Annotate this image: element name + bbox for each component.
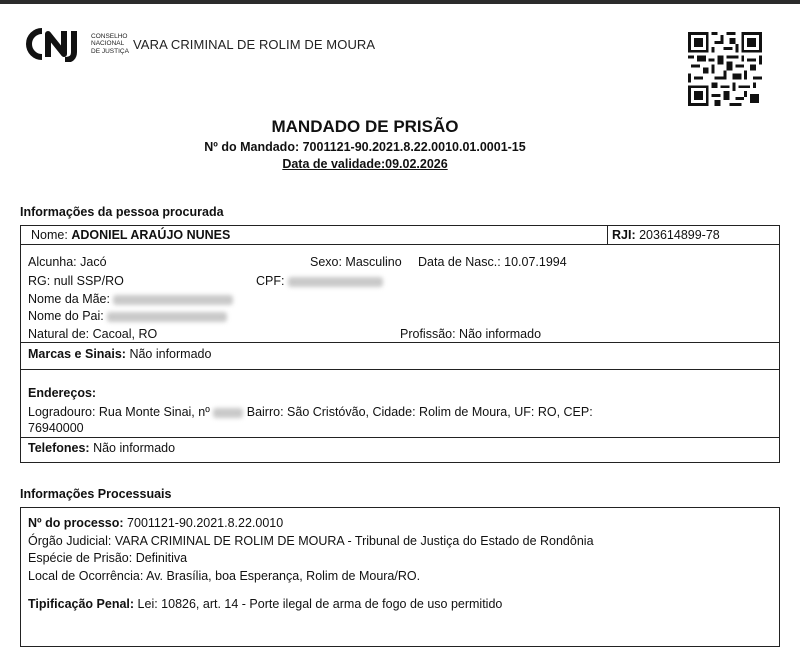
sex-field: Sexo: Masculino	[310, 255, 402, 269]
marks-field	[28, 347, 211, 361]
address-rest: Bairro: São Cristóvão, Cidade: Rolim de Moura, UF: RO, CEP:	[246, 405, 593, 419]
court-title: VARA CRIMINAL DE ROLIM DE MOURA	[133, 36, 376, 52]
addresses-label: Endereços:	[28, 386, 97, 400]
rji-field	[612, 228, 720, 242]
marks-value: Não informado	[129, 347, 212, 361]
cpf-redacted	[288, 277, 383, 287]
penal-classification-value: Lei: 10826, art. 14 - Porte ilegal de arma de fogo de uso permitido	[137, 597, 503, 611]
mother-name-label: Nome da Mãe:	[28, 292, 110, 306]
process-number-label: Nº do processo:	[28, 516, 124, 530]
mother-name-redacted	[113, 295, 233, 305]
phones-field	[28, 441, 175, 455]
details-divider	[20, 342, 780, 343]
logo-sub-line-2: NACIONAL	[91, 40, 125, 48]
birthplace-field: Natural de: Cacoal, RO	[28, 327, 158, 341]
process-number-field	[28, 516, 283, 530]
qr-code-icon	[688, 32, 762, 106]
document-title: MANDADO DE PRISÃO	[271, 117, 459, 136]
logo-subtitle	[91, 33, 131, 56]
marks-label: Marcas e Sinais:	[28, 347, 126, 361]
address-street: Logradouro: Rua Monte Sinai, nº	[28, 405, 210, 419]
rji-divider	[607, 225, 608, 245]
address-line	[28, 405, 593, 419]
address-divider	[20, 437, 780, 438]
cpf-label: CPF:	[256, 274, 285, 288]
name-field	[31, 228, 230, 242]
header	[24, 24, 375, 64]
birth-date-field: Data de Nasc.: 10.07.1994	[418, 255, 567, 269]
marks-divider	[20, 369, 780, 370]
phones-value: Não informado	[93, 441, 176, 455]
name-label: Nome:	[31, 228, 68, 242]
validity-date-text: Data de validade:09.02.2026	[282, 157, 448, 171]
logo-sub-line-1: CONSELHO	[91, 32, 128, 40]
father-name-label: Nome do Pai:	[28, 309, 104, 323]
rji-value: 203614899-78	[639, 228, 720, 242]
process-section-title: Informações Processuais	[20, 487, 172, 501]
rji-label: RJI:	[612, 228, 636, 242]
alias-field: Alcunha: Jacó	[28, 255, 107, 269]
penal-classification-label: Tipificação Penal:	[28, 597, 135, 611]
validity-date	[0, 157, 730, 171]
warrant-number: Nº do Mandado: 7001121-90.2021.8.22.0010.01.0001-15	[204, 140, 526, 154]
penal-classification-field	[28, 597, 502, 611]
arrest-type-field: Espécie de Prisão: Definitiva	[28, 551, 188, 565]
name-value: ADONIEL ARAÚJO NUNES	[71, 228, 231, 242]
judicial-body-field: Órgão Judicial: VARA CRIMINAL DE ROLIM DE MOURA - Tribunal de Justiça do Estado de Rondônia	[28, 534, 594, 548]
cnj-logo-icon	[24, 26, 88, 62]
zip-code: 76940000	[28, 421, 84, 435]
address-number-redacted	[213, 408, 243, 418]
name-row-divider	[20, 244, 780, 245]
father-name-field	[28, 309, 227, 323]
profession-field: Profissão: Não informado	[400, 327, 542, 341]
cpf-field	[256, 274, 383, 288]
logo-sub-line-3: DE JUSTIÇA	[91, 47, 129, 55]
person-section-title: Informações da pessoa procurada	[20, 205, 224, 219]
top-border	[0, 0, 800, 4]
rg-field: RG: null SSP/RO	[28, 274, 124, 288]
process-number-value: 7001121-90.2021.8.22.0010	[127, 516, 284, 530]
occurrence-location-field: Local de Ocorrência: Av. Brasília, boa Esperança, Rolim de Moura/RO.	[28, 569, 421, 583]
mother-name-field	[28, 292, 233, 306]
phones-label: Telefones:	[28, 441, 90, 455]
father-name-redacted	[107, 312, 227, 322]
